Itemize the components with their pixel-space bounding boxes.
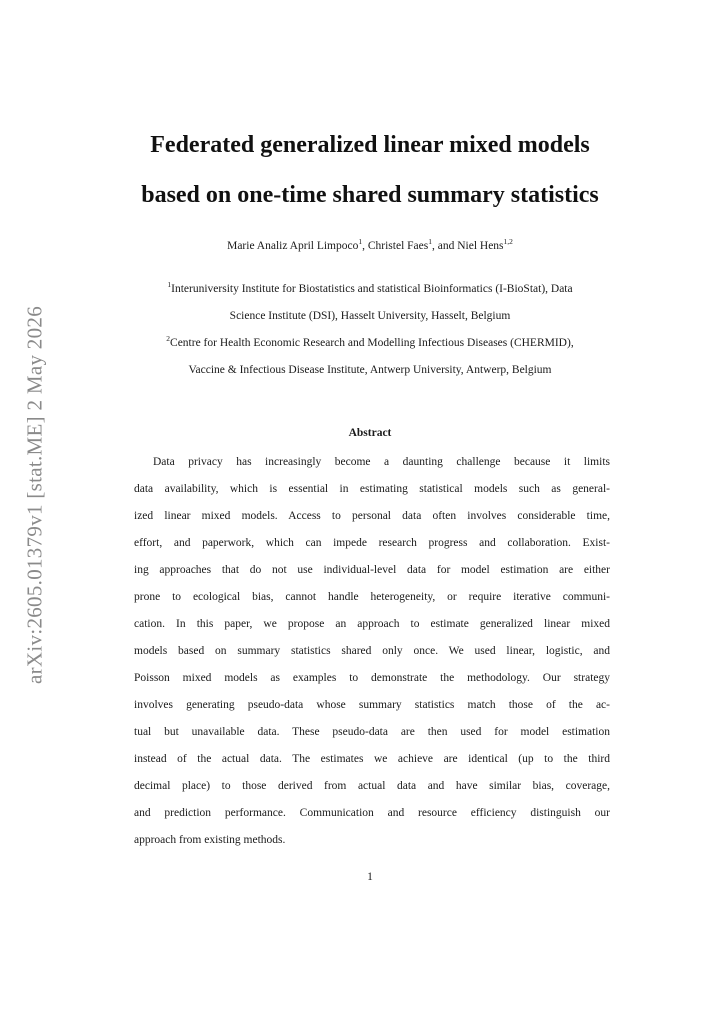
abstract-line: instead of the actual data. The estimates we achieve are identical (up to the third <box>134 753 610 765</box>
abstract-line: and prediction performance. Communication and resource efficiency distinguish our <box>134 807 610 819</box>
abstract-line: cation. In this paper, we propose an approach to estimate generalized linear mixed <box>134 618 610 630</box>
affiliation-mark: 1 <box>167 280 172 289</box>
page-number: 1 <box>367 871 373 883</box>
author-name: Christel Faes <box>367 240 429 252</box>
paper-title-line-2: based on one-time shared summary statistics <box>141 182 599 208</box>
abstract-line: approach from existing methods. <box>134 834 286 846</box>
affiliation-1-line-2: Science Institute (DSI), Hasselt University, Hasselt, Belgium <box>229 310 511 322</box>
abstract-heading: Abstract <box>348 427 392 439</box>
abstract-line: Poisson mixed models as examples to demonstrate the methodology. Our strategy <box>134 672 610 684</box>
abstract-line: models based on summary statistics shared only once. We used linear, logistic, and <box>134 645 610 657</box>
abstract-line: Data privacy has increasingly become a daunting challenge because it limits <box>153 456 610 468</box>
abstract-line: ized linear mixed models. Access to personal data often involves considerable time, <box>134 510 610 522</box>
affiliation-mark: 2 <box>166 334 171 343</box>
paper-title-line-1: Federated generalized linear mixed models <box>150 132 590 158</box>
abstract-line: ing approaches that do not use individual-level data for model estimation are either <box>134 564 610 576</box>
author-list: Marie Analiz April Limpoco$^1$, Christel Faes$^1$, and Niel Hens$^{1,2}$ <box>227 237 513 252</box>
author-affiliation-mark: 1 <box>428 237 432 246</box>
author-affiliation-mark: 1,2 <box>503 237 513 246</box>
affiliation-text: Centre for Health Economic Research and Modelling Infectious Diseases (CHERMID), <box>170 337 574 349</box>
affiliation-2-line-1 <box>60 334 680 349</box>
author-affiliation-mark: 1 <box>358 237 363 246</box>
author-name: and Niel Hens <box>437 240 504 252</box>
abstract-body <box>134 453 610 858</box>
abstract-line: decimal place) to those derived from actual data and have similar bias, coverage, <box>134 780 610 792</box>
affiliation-2-line-2: Vaccine & Infectious Disease Institute, Antwerp University, Antwerp, Belgium <box>188 364 552 376</box>
affiliation-text: Interuniversity Institute for Biostatistics and statistical Bioinformatics (I-BioStat), Data <box>171 283 573 295</box>
abstract-line: involves generating pseudo-data whose summary statistics match those of the ac- <box>134 699 610 711</box>
author-name: Marie Analiz April Limpoco <box>227 240 359 252</box>
affiliation-1-line-1 <box>60 280 680 295</box>
arxiv-identifier-stamp: arXiv:2605.01379v1 [stat.ME] 2 May 2026 <box>22 306 47 684</box>
abstract-line: prone to ecological bias, cannot handle heterogeneity, or require iterative communi- <box>134 591 610 603</box>
abstract-line: effort, and paperwork, which can impede research progress and collaboration. Exist- <box>134 537 610 549</box>
abstract-line: tual but unavailable data. These pseudo-data are then used for model estimation <box>134 726 610 738</box>
abstract-line: data availability, which is essential in estimating statistical models such as general- <box>134 483 610 495</box>
